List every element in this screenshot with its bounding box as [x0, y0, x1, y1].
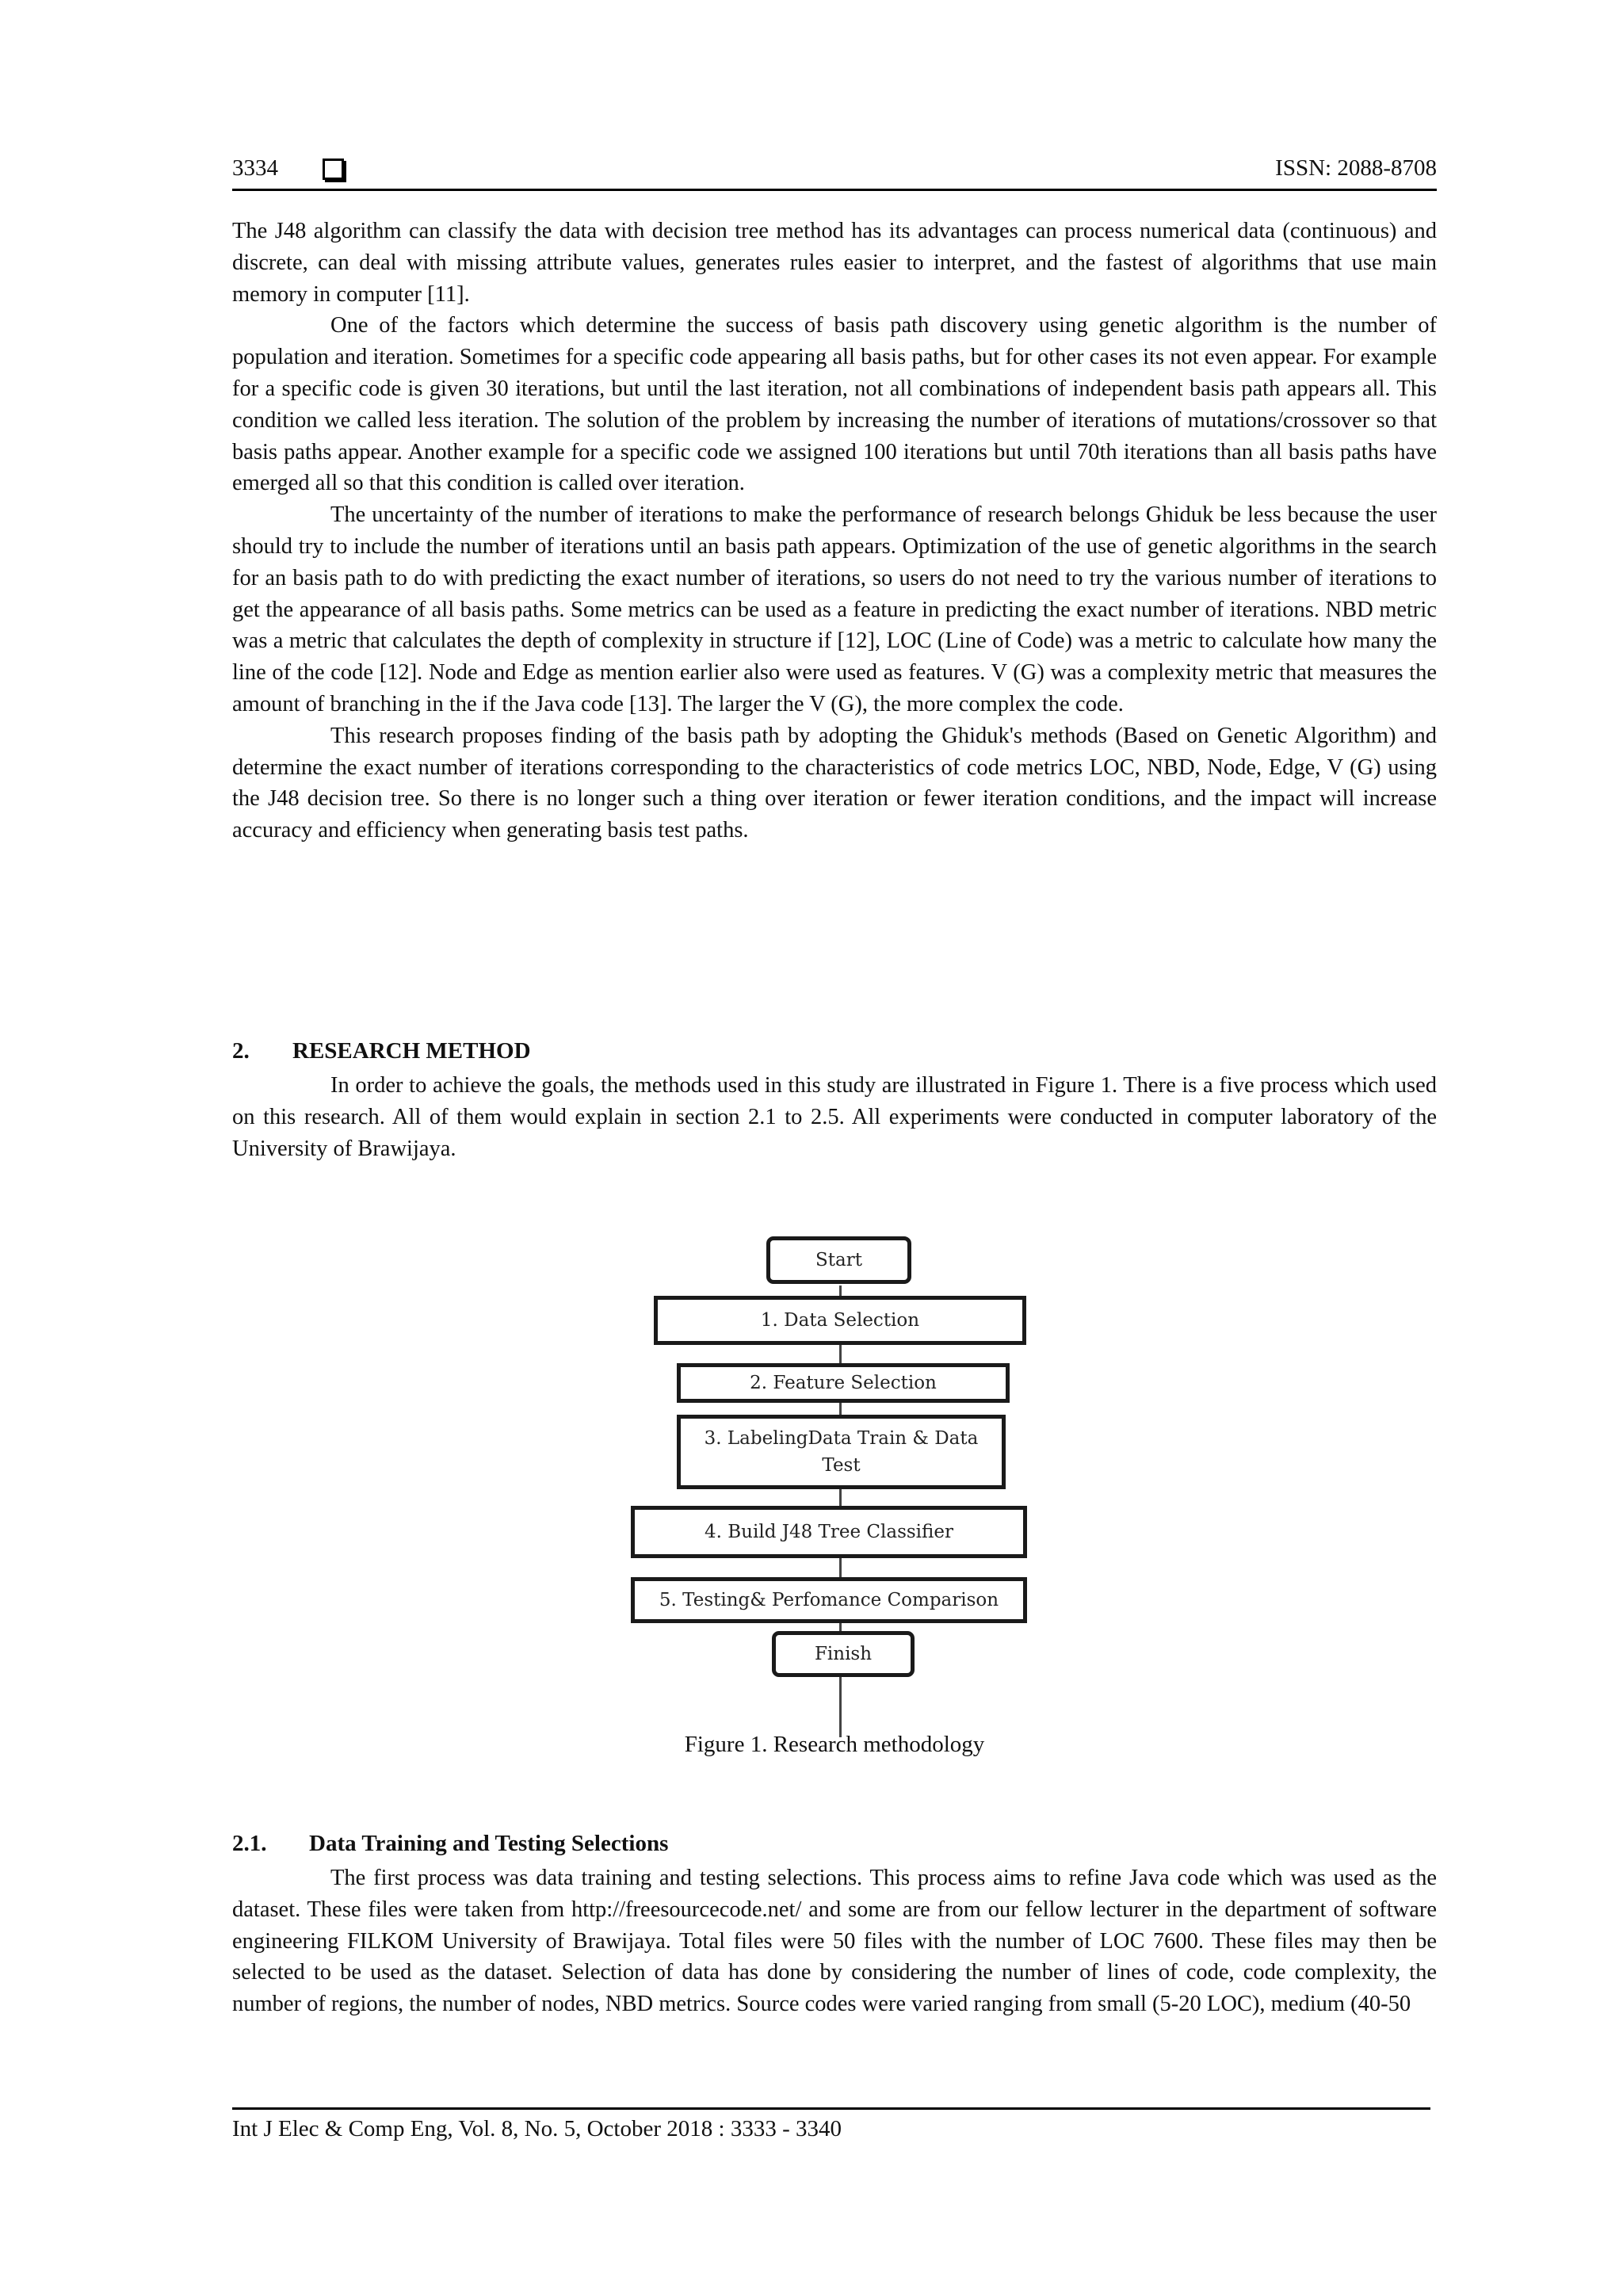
- paragraph: In order to achieve the goals, the methods used in this study are illustrated in Figure 1. There is a five process which used on this research. All of them would explain in section 2.1 to 2.5. All experiments were conducted in computer laboratory of the University of Brawijaya.: [232, 1073, 1437, 1161]
- section-2-text: [232, 1070, 1437, 1164]
- subsection-heading: [232, 1831, 668, 1857]
- flow-finish-terminal: Finish: [772, 1631, 915, 1677]
- page-header: [232, 155, 1437, 191]
- section-heading: [232, 1038, 531, 1064]
- paragraph: The J48 algorithm can classify the data with decision tree method has its advantages can process numerical data (continuous) and discrete, can deal with missing attribute values, generates rules easier to interpret, and the fastest of algorithms that use main memory in computer [11].: [232, 219, 1437, 307]
- paragraph: One of the factors which determine the success of basis path discovery using genetic algorithm is the number of population and iteration. Sometimes for a specific code appearing all basis paths, but for other cases its not even appear. For example for a specific code is given 30 iterations, but until the last iteration, not all combinations of independent basis path appears all. This condition we called less iteration. The solution of the problem by increasing the number of iterations of mutations/crossover so that basis paths appear. Another example for a specific code we assigned 100 iterations but until 70th iterations than all basis paths have emerged all so that this condition is called over iteration.: [232, 313, 1437, 496]
- section-title: RESEARCH METHOD: [292, 1038, 531, 1064]
- flow-step-testing: 5. Testing& Perfomance Comparison: [631, 1577, 1027, 1623]
- issn-label: ISSN: 2088-8708: [1275, 155, 1437, 181]
- flow-start-terminal: Start: [766, 1236, 911, 1284]
- section-number: 2.: [232, 1038, 250, 1064]
- intro-text: [232, 216, 1437, 846]
- subsection-title: Data Training and Testing Selections: [309, 1831, 669, 1856]
- page-footer: [232, 2107, 1430, 2142]
- flow-step-feature-selection: 2. Feature Selection: [677, 1363, 1010, 1403]
- paragraph: The first process was data training and testing selections. This process aims to refine Java code which was used as the dataset. These files were taken from http://freesourcecode.net/ and some are from our fellow lecturer in the department of software engineering FILKOM University of Brawijaya. Total files were 50 files with the number of LOC 7600. These files may then be selected to be used as the dataset. Selection of data has done by considering the number of lines of code, code complexity, the number of regions, the number of nodes, NBD metrics. Source codes were varied ranging from small (5-20 LOC), medium (40-50: [232, 1866, 1437, 2017]
- subsection-number: 2.1.: [232, 1831, 267, 1856]
- flow-step-data-selection: 1. Data Selection: [654, 1296, 1026, 1345]
- page-number: 3334: [232, 155, 278, 181]
- research-flowchart: [618, 1228, 1046, 1688]
- footer-citation: Int J Elec & Comp Eng, Vol. 8, No. 5, October 2018 : 3333 - 3340: [232, 2116, 842, 2141]
- figure-caption: Figure 1. Research methodology: [684, 1732, 985, 1757]
- paragraph: This research proposes finding of the basis path by adopting the Ghiduk's methods (Based on Genetic Algorithm) and determine the exact number of iterations corresponding to the characteristics of code metrics LOC, NBD, Node, Edge, V (G) using the J48 decision tree. So there is no longer such a thing over iteration or fewer iteration conditions, and the impact will increase accuracy and efficiency when generating basis test paths.: [232, 723, 1437, 843]
- square-bullet-icon: [323, 159, 344, 180]
- section-2-1-text: [232, 1862, 1437, 2020]
- paragraph: The uncertainty of the number of iterations to make the performance of research belongs Ghiduk be less because the user should try to include the number of iterations until an basis path appears. Optimization of the use of genetic algorithms in the search for an basis path to do with predicting the exact number of iterations, so users do not need to try the various number of iterations to get the appearance of all basis paths. Some metrics can be used as a feature in predicting the exact number of iterations. NBD metric was a metric that calculates the depth of complexity in structure if [12], LOC (Line of Code) was a metric to calculate how many the line of the code [12]. Node and Edge as mention earlier also were used as features. V (G) was a complexity metric that measures the amount of branching in the if the Java code [13]. The larger the V (G), the more complex the code.: [232, 502, 1437, 716]
- flow-step-labeling: 3. LabelingData Train & Data Test: [677, 1415, 1006, 1489]
- flow-step-build-classifier: 4. Build J48 Tree Classifier: [631, 1506, 1027, 1558]
